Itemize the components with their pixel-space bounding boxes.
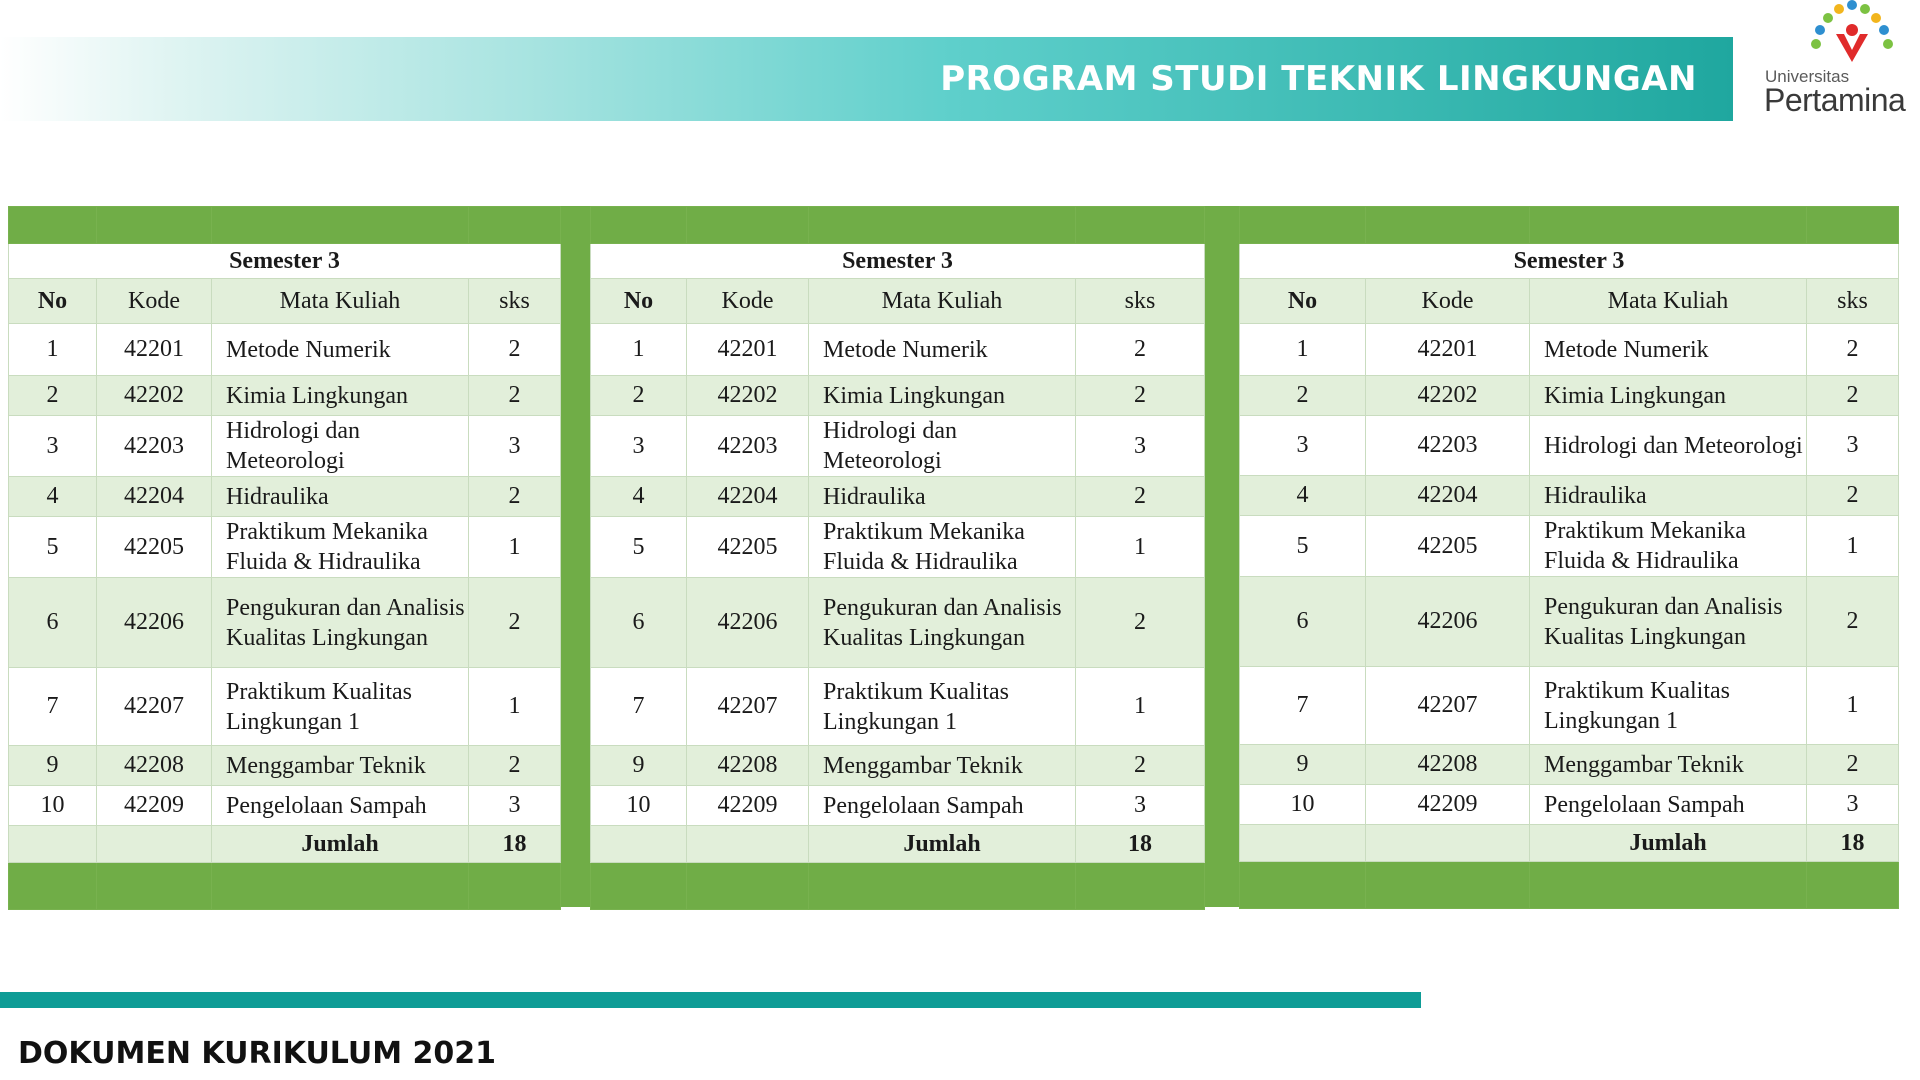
table-row <box>1240 577 1899 667</box>
cell-kode: 42207 <box>687 668 809 746</box>
band-cell <box>591 207 687 244</box>
cell-sks: 3 <box>469 786 561 826</box>
cell-kode: 42204 <box>1366 476 1530 516</box>
table-row <box>591 786 1205 826</box>
band-cell <box>1366 862 1530 909</box>
cell-kode: 42208 <box>687 746 809 786</box>
table-top-band <box>591 207 1205 244</box>
table-row <box>1240 376 1899 416</box>
cell-no: 6 <box>591 578 687 668</box>
cell-empty <box>97 826 212 863</box>
cell-no: 7 <box>591 668 687 746</box>
cell-sks: 3 <box>1076 786 1205 826</box>
cell-kode: 42201 <box>1366 324 1530 376</box>
cell-sks: 2 <box>1076 746 1205 786</box>
cell-no: 10 <box>9 786 97 826</box>
band-cell <box>1076 207 1205 244</box>
semester-row <box>9 244 561 279</box>
table-row <box>591 578 1205 668</box>
band-cell <box>9 863 97 910</box>
table-row <box>1240 516 1899 577</box>
cell-kode: 42204 <box>97 477 212 517</box>
band-cell <box>97 863 212 910</box>
semester-row <box>591 244 1205 279</box>
cell-empty <box>687 826 809 863</box>
table-row <box>9 376 561 416</box>
band-cell <box>1076 863 1205 910</box>
column-header: sks <box>1807 279 1899 324</box>
cell-no: 6 <box>9 578 97 668</box>
cell-no: 3 <box>9 416 97 477</box>
cell-kode: 42203 <box>687 416 809 477</box>
cell-mata-kuliah: Praktikum Kualitas Lingkungan 1 <box>212 668 469 746</box>
cell-sks: 1 <box>1807 516 1899 577</box>
cell-no: 7 <box>1240 667 1366 745</box>
curriculum-tables <box>8 206 1900 907</box>
cell-no: 2 <box>1240 376 1366 416</box>
column-header: Mata Kuliah <box>212 279 469 324</box>
cell-no: 7 <box>9 668 97 746</box>
band-cell <box>212 863 469 910</box>
cell-no: 10 <box>1240 785 1366 825</box>
table-bottom-band <box>591 863 1205 910</box>
cell-sks: 2 <box>469 324 561 376</box>
cell-mata-kuliah: Kimia Lingkungan <box>1530 376 1807 416</box>
cell-no: 6 <box>1240 577 1366 667</box>
table-bottom-band <box>1240 862 1899 909</box>
cell-mata-kuliah: Pengelolaan Sampah <box>1530 785 1807 825</box>
cell-kode: 42206 <box>1366 577 1530 667</box>
column-header: Kode <box>1366 279 1530 324</box>
logo-emblem-icon <box>1760 0 1920 70</box>
cell-mata-kuliah: Menggambar Teknik <box>809 746 1076 786</box>
table-row <box>591 517 1205 578</box>
cell-kode: 42209 <box>687 786 809 826</box>
table-row <box>591 668 1205 746</box>
cell-sks: 2 <box>469 477 561 517</box>
cell-kode: 42201 <box>97 324 212 376</box>
table-row <box>591 477 1205 517</box>
table-row <box>1240 476 1899 516</box>
table-separator <box>560 206 590 907</box>
table-row <box>9 477 561 517</box>
table-row <box>9 668 561 746</box>
cell-mata-kuliah: Pengukuran dan Analisis Kualitas Lingkungan <box>1530 577 1807 667</box>
band-cell <box>687 863 809 910</box>
cell-kode: 42208 <box>1366 745 1530 785</box>
cell-mata-kuliah: Hidraulika <box>212 477 469 517</box>
table-row <box>9 517 561 578</box>
cell-mata-kuliah: Praktikum Mekanika Fluida & Hidraulika <box>809 517 1076 578</box>
cell-sks: 2 <box>1807 476 1899 516</box>
cell-kode: 42209 <box>1366 785 1530 825</box>
cell-kode: 42202 <box>97 376 212 416</box>
cell-sks: 2 <box>1807 745 1899 785</box>
cell-kode: 42205 <box>687 517 809 578</box>
band-cell <box>9 207 97 244</box>
table-row <box>591 376 1205 416</box>
band-cell <box>1530 207 1807 244</box>
table-row <box>1240 324 1899 376</box>
total-value: 18 <box>1807 825 1899 862</box>
cell-kode: 42205 <box>97 517 212 578</box>
table-row <box>1240 416 1899 476</box>
column-header: No <box>591 279 687 324</box>
cell-kode: 42207 <box>1366 667 1530 745</box>
cell-empty <box>1240 825 1366 862</box>
cell-no: 2 <box>591 376 687 416</box>
cell-no: 10 <box>591 786 687 826</box>
semester-title: Semester 3 <box>9 244 561 279</box>
total-value: 18 <box>1076 826 1205 863</box>
column-header: Mata Kuliah <box>809 279 1076 324</box>
total-label: Jumlah <box>1530 825 1807 862</box>
cell-kode: 42206 <box>97 578 212 668</box>
header-row <box>9 279 561 324</box>
header-row <box>591 279 1205 324</box>
table-row <box>591 324 1205 376</box>
cell-mata-kuliah: Kimia Lingkungan <box>809 376 1076 416</box>
logo-text-small: Universitas <box>1765 67 1850 86</box>
cell-kode: 42202 <box>1366 376 1530 416</box>
total-row <box>9 826 561 863</box>
cell-mata-kuliah: Metode Numerik <box>1530 324 1807 376</box>
band-cell <box>1807 862 1899 909</box>
cell-no: 5 <box>9 517 97 578</box>
band-cell <box>687 207 809 244</box>
logo-text-big: Pertamina <box>1764 82 1906 118</box>
cell-kode: 42206 <box>687 578 809 668</box>
cell-empty <box>9 826 97 863</box>
header-band <box>0 37 1733 121</box>
semester-table <box>1239 206 1899 909</box>
band-cell <box>809 863 1076 910</box>
cell-mata-kuliah: Menggambar Teknik <box>212 746 469 786</box>
cell-sks: 2 <box>1076 376 1205 416</box>
footer-accent-bar <box>0 992 1421 1008</box>
semester-table <box>8 206 561 910</box>
band-cell <box>469 863 561 910</box>
table-top-band <box>1240 207 1899 244</box>
cell-sks: 1 <box>469 668 561 746</box>
cell-sks: 2 <box>1076 578 1205 668</box>
cell-no: 1 <box>9 324 97 376</box>
table-row <box>1240 745 1899 785</box>
total-row <box>1240 825 1899 862</box>
cell-sks: 3 <box>1807 785 1899 825</box>
band-cell <box>212 207 469 244</box>
table-separator <box>1204 206 1239 907</box>
cell-no: 9 <box>9 746 97 786</box>
university-logo <box>1760 0 1920 120</box>
table-row <box>591 416 1205 477</box>
cell-mata-kuliah: Hidraulika <box>1530 476 1807 516</box>
cell-mata-kuliah: Praktikum Kualitas Lingkungan 1 <box>809 668 1076 746</box>
total-label: Jumlah <box>809 826 1076 863</box>
cell-mata-kuliah: Hidrologi dan Meteorologi <box>809 416 1076 477</box>
table-row <box>9 416 561 477</box>
semester-title: Semester 3 <box>1240 244 1899 279</box>
table-row <box>9 578 561 668</box>
table-row <box>9 746 561 786</box>
semester-table <box>590 206 1205 910</box>
cell-mata-kuliah: Praktikum Mekanika Fluida & Hidraulika <box>1530 516 1807 577</box>
cell-mata-kuliah: Pengelolaan Sampah <box>212 786 469 826</box>
cell-no: 2 <box>9 376 97 416</box>
cell-kode: 42209 <box>97 786 212 826</box>
header-row <box>1240 279 1899 324</box>
cell-sks: 2 <box>1807 577 1899 667</box>
cell-mata-kuliah: Hidrologi dan Meteorologi <box>212 416 469 477</box>
cell-mata-kuliah: Pengukuran dan Analisis Kualitas Lingkungan <box>212 578 469 668</box>
cell-sks: 2 <box>1076 477 1205 517</box>
column-header: sks <box>469 279 561 324</box>
band-cell <box>1240 207 1366 244</box>
semester-title: Semester 3 <box>591 244 1205 279</box>
cell-kode: 42202 <box>687 376 809 416</box>
cell-mata-kuliah: Praktikum Kualitas Lingkungan 1 <box>1530 667 1807 745</box>
cell-sks: 3 <box>1807 416 1899 476</box>
cell-mata-kuliah: Metode Numerik <box>809 324 1076 376</box>
cell-mata-kuliah: Menggambar Teknik <box>1530 745 1807 785</box>
band-cell <box>97 207 212 244</box>
cell-sks: 1 <box>1807 667 1899 745</box>
cell-mata-kuliah: Hidrologi dan Meteorologi <box>1530 416 1807 476</box>
cell-no: 9 <box>591 746 687 786</box>
column-header: No <box>1240 279 1366 324</box>
cell-sks: 2 <box>469 746 561 786</box>
band-cell <box>1530 862 1807 909</box>
cell-kode: 42203 <box>1366 416 1530 476</box>
cell-sks: 2 <box>1076 324 1205 376</box>
cell-sks: 3 <box>469 416 561 477</box>
table-row <box>9 324 561 376</box>
table-row <box>1240 785 1899 825</box>
cell-no: 5 <box>591 517 687 578</box>
cell-sks: 3 <box>1076 416 1205 477</box>
cell-no: 3 <box>591 416 687 477</box>
cell-kode: 42201 <box>687 324 809 376</box>
cell-sks: 2 <box>1807 324 1899 376</box>
cell-mata-kuliah: Metode Numerik <box>212 324 469 376</box>
column-header: Mata Kuliah <box>1530 279 1807 324</box>
band-cell <box>809 207 1076 244</box>
cell-mata-kuliah: Kimia Lingkungan <box>212 376 469 416</box>
total-value: 18 <box>469 826 561 863</box>
cell-empty <box>591 826 687 863</box>
cell-mata-kuliah: Hidraulika <box>809 477 1076 517</box>
cell-sks: 1 <box>1076 517 1205 578</box>
cell-no: 1 <box>1240 324 1366 376</box>
band-cell <box>1240 862 1366 909</box>
cell-no: 4 <box>591 477 687 517</box>
cell-no: 3 <box>1240 416 1366 476</box>
cell-mata-kuliah: Pengelolaan Sampah <box>809 786 1076 826</box>
document-title: DOKUMEN KURIKULUM 2021 <box>18 1036 497 1071</box>
total-row <box>591 826 1205 863</box>
cell-sks: 2 <box>469 578 561 668</box>
cell-kode: 42203 <box>97 416 212 477</box>
cell-no: 4 <box>9 477 97 517</box>
cell-kode: 42204 <box>687 477 809 517</box>
column-header: Kode <box>97 279 212 324</box>
cell-sks: 1 <box>469 517 561 578</box>
table-bottom-band <box>9 863 561 910</box>
band-cell <box>1366 207 1530 244</box>
table-top-band <box>9 207 561 244</box>
cell-no: 5 <box>1240 516 1366 577</box>
column-header: Kode <box>687 279 809 324</box>
table-row <box>591 746 1205 786</box>
cell-kode: 42207 <box>97 668 212 746</box>
cell-mata-kuliah: Praktikum Mekanika Fluida & Hidraulika <box>212 517 469 578</box>
page-title: PROGRAM STUDI TEKNIK LINGKUNGAN <box>940 59 1697 99</box>
cell-no: 4 <box>1240 476 1366 516</box>
cell-no: 1 <box>591 324 687 376</box>
cell-empty <box>1366 825 1530 862</box>
cell-sks: 1 <box>1076 668 1205 746</box>
band-cell <box>469 207 561 244</box>
table-row <box>1240 667 1899 745</box>
band-cell <box>591 863 687 910</box>
table-row <box>9 786 561 826</box>
cell-no: 9 <box>1240 745 1366 785</box>
column-header: sks <box>1076 279 1205 324</box>
cell-kode: 42205 <box>1366 516 1530 577</box>
column-header: No <box>9 279 97 324</box>
cell-sks: 2 <box>469 376 561 416</box>
band-cell <box>1807 207 1899 244</box>
cell-sks: 2 <box>1807 376 1899 416</box>
cell-kode: 42208 <box>97 746 212 786</box>
total-label: Jumlah <box>212 826 469 863</box>
semester-row <box>1240 244 1899 279</box>
cell-mata-kuliah: Pengukuran dan Analisis Kualitas Lingkungan <box>809 578 1076 668</box>
